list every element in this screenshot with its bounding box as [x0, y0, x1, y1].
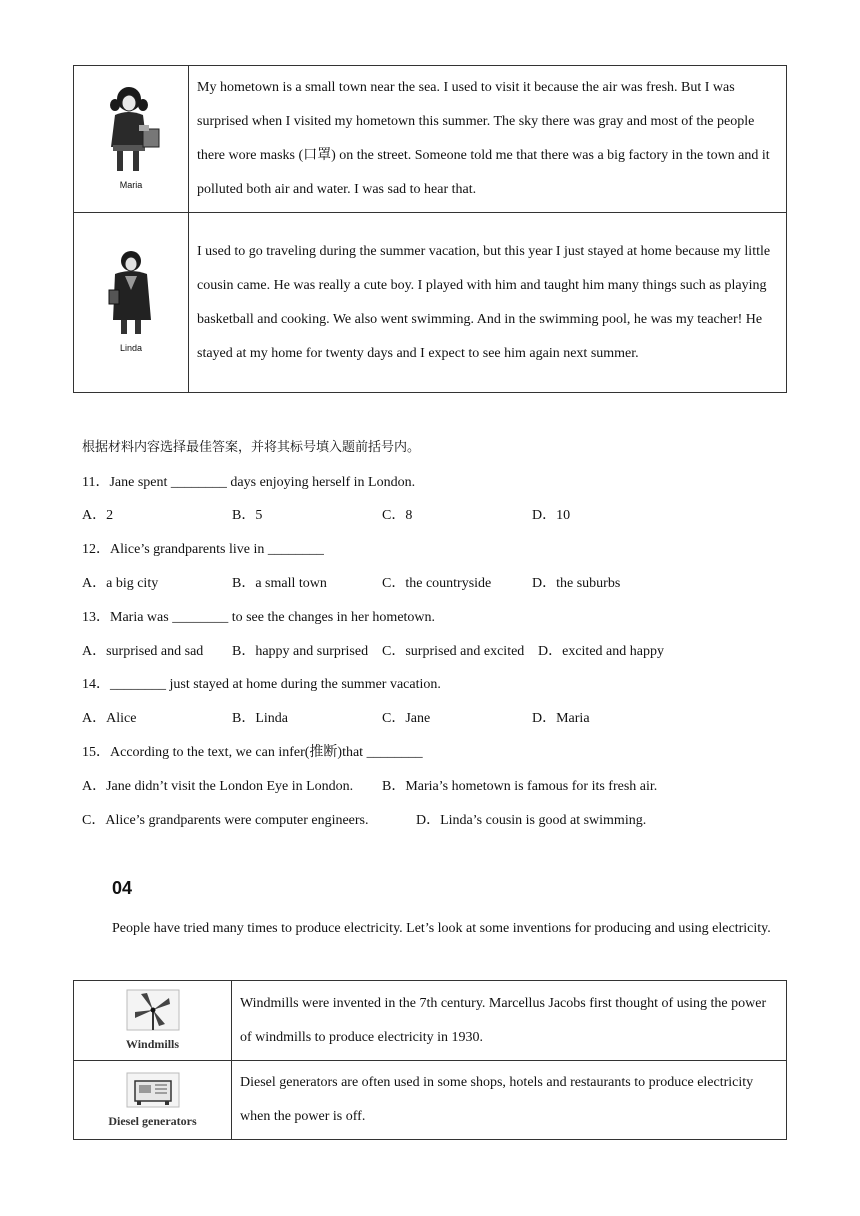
invention-label: Diesel generators	[108, 1113, 197, 1128]
option: C．Jane	[382, 711, 431, 726]
invention-image-cell	[74, 1061, 232, 1140]
table-row	[74, 66, 787, 213]
option: B．Linda	[232, 711, 288, 726]
option: C．8	[382, 508, 413, 523]
option: C．the countryside	[382, 576, 492, 591]
portrait-cell	[74, 213, 189, 393]
girl-in-coat-icon	[103, 250, 159, 336]
option: A．2	[82, 508, 114, 523]
girl-with-bag-icon	[99, 85, 163, 173]
diesel-generator-icon	[121, 1071, 185, 1109]
intro-paragraph: People have tried many times to produce electricity. Let’s look at some inventions for producing and using electricity.	[112, 921, 771, 936]
option: D．the suburbs	[532, 576, 621, 591]
people-table	[73, 65, 787, 393]
table-row	[74, 1061, 787, 1140]
option: A．surprised and sad	[82, 644, 204, 659]
question-stem: 14．________ just stayed at home during the summer vacation.	[82, 677, 441, 692]
option: A．Alice	[82, 711, 137, 726]
option: B．happy and surprised	[232, 644, 369, 659]
portrait-cell	[74, 66, 189, 213]
question-stem: 12．Alice’s grandparents live in ________	[82, 542, 324, 557]
maria-figure	[99, 85, 163, 190]
invention-label: Windmills	[125, 1037, 180, 1051]
windmill-icon	[121, 988, 185, 1032]
question-stem: 11．Jane spent ________ days enjoying herself in London.	[82, 475, 416, 490]
person-text: My hometown is a small town near the sea. I used to visit it because the air was fresh. But I was surprised when I visited my hometown this summer. The sky there was gray and most of the people there wore masks (口罩) on the street. Someone told me that there was a big factory in the town and it polluted both air and water. I was sad to hear that.	[189, 66, 787, 213]
option: D．10	[532, 508, 571, 523]
linda-figure	[103, 250, 159, 353]
option: B．5	[232, 508, 263, 523]
section-number: 04	[112, 878, 133, 898]
question-stem: 15．According to the text, we can infer(推断)that ________	[82, 745, 423, 760]
question-stem: 13．Maria was ________ to see the changes in her hometown.	[82, 610, 436, 625]
option: B．a small town	[232, 576, 327, 591]
option: D．Maria	[532, 711, 590, 726]
instruction: 根据材料内容选择最佳答案，并将其标号填入题前括号内。	[82, 440, 421, 455]
option: C．surprised and excited	[382, 644, 525, 659]
option: A．a big city	[82, 576, 159, 591]
invention-image-cell	[74, 981, 232, 1061]
option: A．Jane didn’t visit the London Eye in London.	[82, 779, 354, 794]
diesel-generator-figure	[108, 1071, 196, 1129]
invention-text: Diesel generators are often used in some shops, hotels and restaurants to produce electricity when the power is off.	[232, 1061, 787, 1140]
person-text: I used to go traveling during the summer vacation, but this year I just stayed at home because my little cousin came. He was really a cute boy. I played with him and taught him many things such as playing basketball and cooking. We also went swimming. And in the swimming pool, he was my teacher! He stayed at my home for twenty days and I expect to see him again next summer.	[189, 213, 787, 393]
invention-text: Windmills were invented in the 7th century. Marcellus Jacobs first thought of using the power of windmills to produce electricity in 1930.	[232, 981, 787, 1061]
inventions-table	[73, 980, 787, 1140]
portrait-caption: Maria	[119, 180, 143, 190]
table-row	[74, 213, 787, 393]
windmill-figure	[121, 988, 185, 1052]
option: D．Linda’s cousin is good at swimming.	[416, 813, 647, 828]
table-row	[74, 981, 787, 1061]
option: B．Maria’s hometown is famous for its fresh air.	[382, 779, 658, 794]
option: C．Alice’s grandparents were computer engineers.	[82, 813, 369, 828]
portrait-caption: Linda	[119, 342, 143, 353]
option: D．excited and happy	[538, 644, 664, 659]
